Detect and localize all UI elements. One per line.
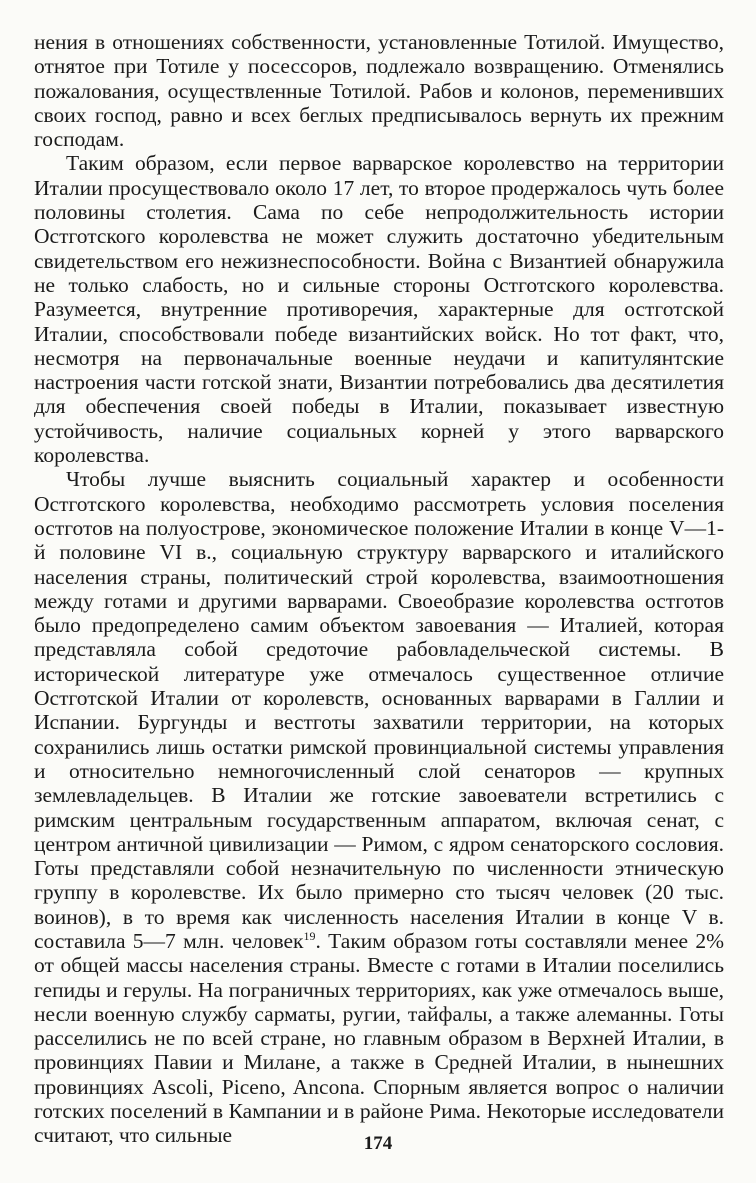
paragraph-3-part-1: Чтобы лучше выяснить социальный характер и особенности Остготского королевства, необходимо рассмотреть условия поселения остготов на полуострове, экономическое положение Италии в конце V—1-й половине VI в., социальную структуру варварского и италийского населения страны, политический строй королевства, взаимоотношения между готами и другими варварами. Своеобразие королевства остготов было предопределено самим объектом завоевания — Италией, которая представляла собой средоточие рабовладельческой системы. В исторической литературе уже отмечалось существенное отличие Остготской Италии от королевств, основанных варварами в Галлии и Испании. Бургунды и вестготы захватили территории, на которых сохранились лишь остатки римской провинциальной системы управления и относительно немногочисленный слой сенаторов — крупных землевладельцев. В Италии же готские завоеватели встретились с римским центральным государственным аппаратом, включая сенат, с центром античной цивилизации — Римом, с ядром сенаторского сословия. Готы представляли собой незначительную по численности этническую группу в королевстве. Их было примерно сто тысяч человек (20 тыс. воинов), в то время как численность населения Италии в конце V в. составила 5—7 млн. человек — [34, 467, 724, 953]
page-number: 174 — [363, 1133, 393, 1154]
paragraph-2: Таким образом, если первое варварское королевство на территории Италии просуществовало около 17 лет, то второе продержалось чуть более половины столетия. Сама по себе непродолжительность истории Остготского королевства не может служить достаточно убедительным свидетельством его нежизнеспособности. Война с Византией обнаружила не только слабость, но и сильные стороны Остготского королевства. Разумеется, внутренние противоречия, характерные для остготской Италии, способствовали победе византийских войск. Но тот факт, что, несмотря на первоначальные военные неудачи и капитулянтские настроения части готской знати, Византии потребовались два десятилетия для обеспечения своей победы в Италии, показывает известную устойчивость, наличие социальных корней у этого варварского королевства. — [34, 151, 724, 468]
body-text — [34, 30, 724, 1148]
footnote-ref: 19 — [303, 928, 316, 943]
paragraph-3-part-2: . Таким образом готы составляли менее 2% от общей массы населения страны. Вместе с готами в Италии поселились гепиды и герулы. На пограничных территориях, как уже отмечалось выше, несли военную службу сарматы, ругии, тайфалы, а также алеманны. Готы расселились не по всей стране, но главным образом в Верхней Италии, в провинциях Павии и Милане, а также в Средней Италии, в нынешних провинциях Ascoli, Piceno, Ancona. Спорным является вопрос о наличии готских поселений в Кампании и в районе Рима. Некоторые исследователи считают, что сильные — [34, 928, 724, 1148]
paragraph-1: нения в отношениях собственности, установленные Тотилой. Имущество, отнятое при Тотиле у посессоров, подлежало возвращению. Отменялись пожалования, осуществленные Тотилой. Рабов и колонов, переменивших своих господ, равно и всех беглых предписывалось вернуть их прежним господам. — [34, 30, 724, 152]
paragraph-3 — [34, 467, 724, 1147]
